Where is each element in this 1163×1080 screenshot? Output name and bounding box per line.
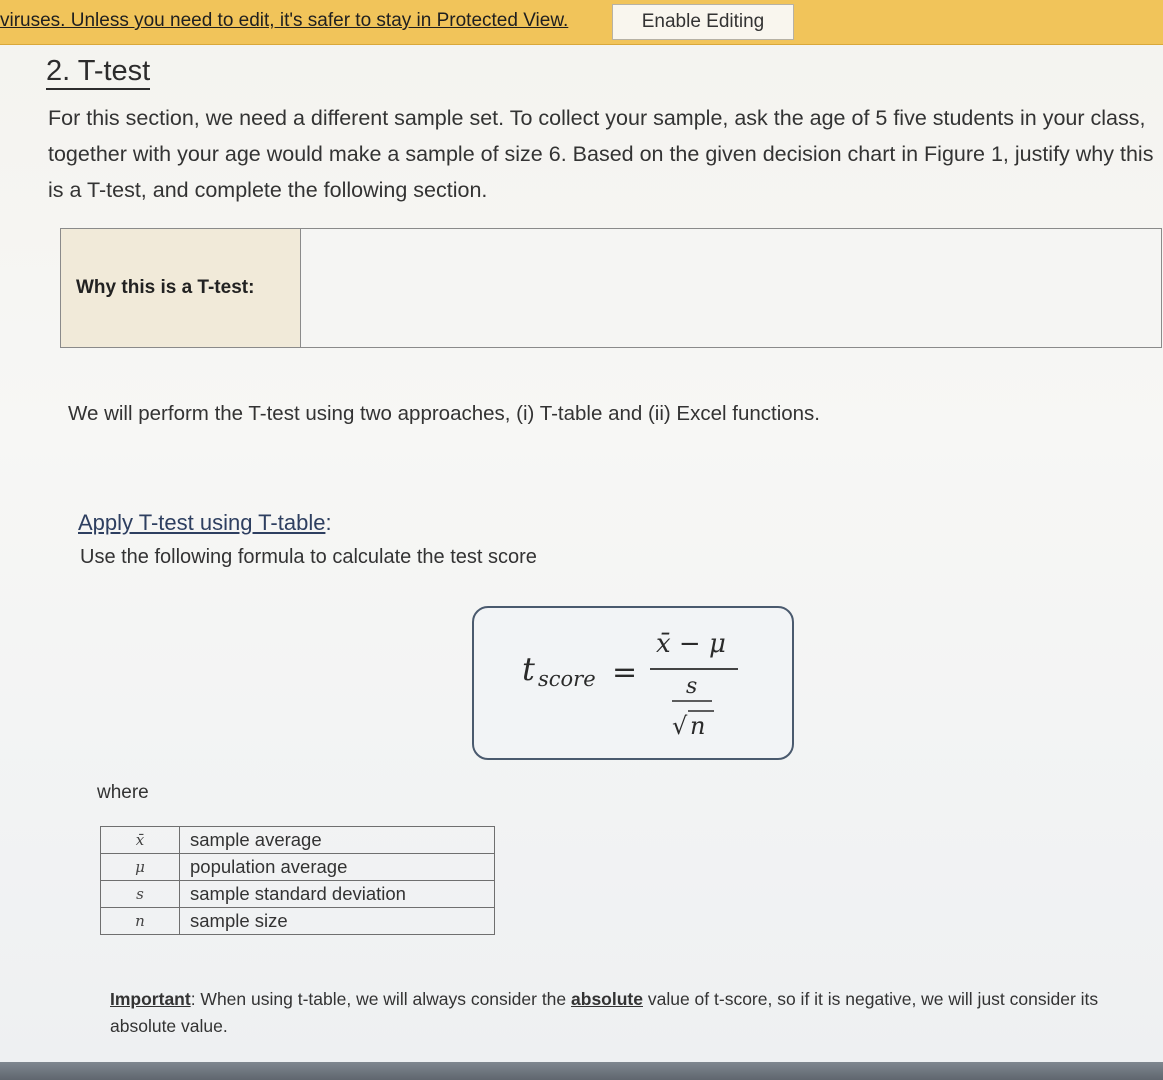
section-intro: For this section, we need a different sample set. To collect your sample, ask the age of 5 five students in your class, together with your age would make a sample of size 6. Based on the given decision chart in Figure 1, justify why this is a T-test, and complete the following section. <box>48 106 1154 202</box>
description-cell: sample average <box>180 827 495 854</box>
why-ttest-label: Why this is a T-test: <box>61 229 301 347</box>
formula-n: n <box>690 712 706 740</box>
table-row <box>101 908 495 935</box>
symbol-cell: x̄ <box>101 827 180 854</box>
table-row <box>101 854 495 881</box>
taskbar-edge <box>0 1062 1163 1080</box>
apply-ttest-title-text: Apply T-test using T-table <box>78 510 326 535</box>
protected-view-message[interactable]: viruses. Unless you need to edit, it's safer to stay in Protected View. <box>0 10 569 31</box>
apply-ttest-description: Use the following formula to calculate the test score <box>80 546 537 568</box>
apply-ttest-title <box>78 510 332 536</box>
important-text-before: : When using t-table, we will always consider the <box>190 989 572 1009</box>
formula-numerator: x̄ − μ <box>656 629 726 659</box>
symbol-definitions-table <box>100 826 495 935</box>
description-cell: sample size <box>180 908 495 935</box>
formula-subscript: score <box>538 667 596 691</box>
description-cell: population average <box>180 854 495 881</box>
description-cell: sample standard deviation <box>180 881 495 908</box>
approaches-text: We will perform the T-test using two approaches, (i) T-table and (ii) Excel functions. <box>68 402 820 425</box>
table-row <box>101 827 495 854</box>
important-absolute: absolute <box>571 989 643 1009</box>
tscore-formula-box <box>472 606 794 760</box>
where-label: where <box>97 782 149 803</box>
important-note <box>110 986 1110 1040</box>
formula-t: t <box>522 650 535 688</box>
important-label: Important <box>110 989 191 1009</box>
important-text-after: value of t-score, so if it is negative, we will just consider its absolute value. <box>110 989 1099 1036</box>
table-row <box>101 881 495 908</box>
apply-ttest-colon: : <box>325 510 332 535</box>
formula-equals: = <box>612 655 638 690</box>
why-ttest-table <box>60 228 1162 348</box>
symbol-cell: n <box>101 908 180 935</box>
formula-s: s <box>686 674 698 699</box>
enable-editing-button[interactable]: Enable Editing <box>612 4 794 40</box>
protected-view-bar <box>0 0 1163 45</box>
why-ttest-answer-cell[interactable] <box>301 229 1161 347</box>
section-heading: 2. T-test <box>46 54 150 90</box>
tscore-formula <box>474 608 792 758</box>
formula-sqrt: √ <box>672 712 688 740</box>
symbol-cell: μ <box>101 854 180 881</box>
symbol-cell: s <box>101 881 180 908</box>
